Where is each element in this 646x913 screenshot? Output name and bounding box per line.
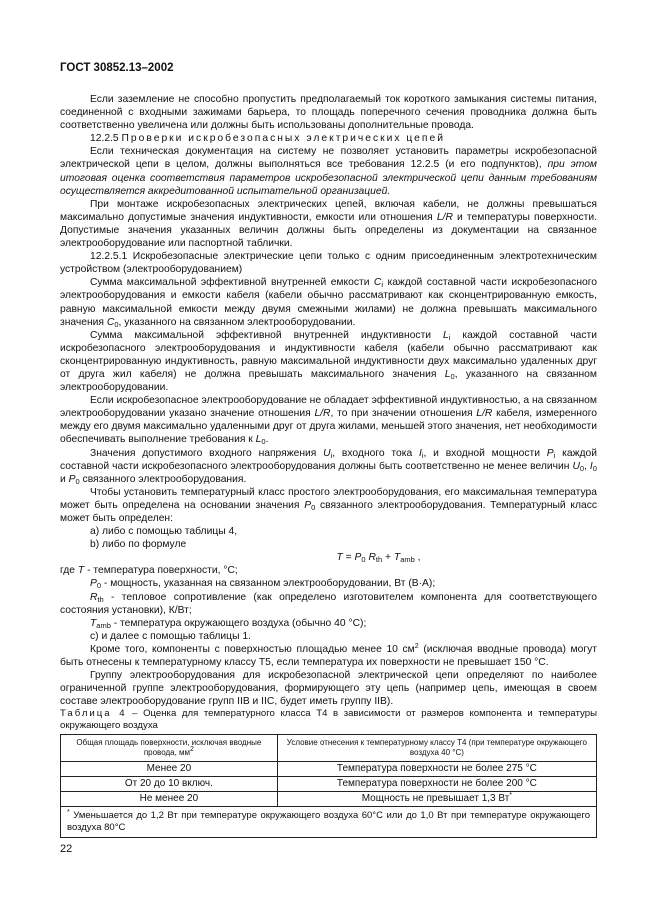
- text: Если техническая документация на систему не позволяет установить параметры искробезопасной электрической цепи в целом, должны выполняться все требования 12.2.5 (и его подпунктов),: [60, 146, 597, 171]
- section-title: Проверки искробезопасных электрических цепей: [121, 133, 445, 145]
- text: , и входной мощности: [423, 447, 540, 459]
- text: связанного электрооборудования. Температурный класс может быть определен:: [60, 499, 597, 524]
- superscript: 2: [190, 746, 194, 754]
- symbol: I: [589, 460, 593, 472]
- symbol: T: [90, 617, 97, 629]
- table-cell: Температура поверхности не более 275 °С: [277, 762, 596, 777]
- symbol: P: [68, 473, 76, 485]
- formula: $T = P_0$ $R_{th} + T_{amb}$ ,: [336, 552, 421, 565]
- text: каждой составной части искробезопасного электрооборудования и индуктивности кабеля (кабели обычно рассматривают как сконцентрированную индуктивность, равную максимальной индуктивности двух максимально удаленных друг от друга жил кабеля) не должна превышать максимального значения: [60, 329, 597, 380]
- symbol-sub: 0: [96, 581, 102, 591]
- text: Сумма максимальной эффективной внутренней емкости: [90, 277, 370, 289]
- symbol: P: [304, 499, 312, 511]
- caption-label: Таблица 4: [60, 708, 127, 720]
- table-4: [60, 734, 597, 838]
- table-header-area: [61, 735, 278, 762]
- table-row: [61, 792, 597, 807]
- text: , указанного на связанном электрооборудовании.: [118, 316, 356, 328]
- text: и температуры поверхности. Допустимые значения указанных величин должны быть определены из документации на связанное электрооборудование или паспортной таблички.: [60, 211, 597, 250]
- cell-text: Мощность не превышает 1,3 Вт: [361, 793, 510, 805]
- paragraph-installation: [60, 198, 597, 250]
- table-row: [61, 762, 597, 777]
- table-caption: [60, 708, 597, 732]
- symbol-sub: th: [97, 594, 104, 604]
- symbol-sub: 0: [261, 437, 266, 447]
- symbol-sub: i: [421, 450, 424, 460]
- paragraph-capacitance: [60, 276, 597, 328]
- text: Сумма максимальной эффективной внутренней индуктивности: [90, 329, 432, 341]
- symbol: R: [90, 591, 98, 603]
- text: , входного тока: [332, 447, 413, 459]
- definition-Tamb: [60, 617, 597, 630]
- text: - мощность, указанная на связанном электрооборудовании, Вт (В·А);: [103, 578, 436, 590]
- footnote-marker: *: [67, 809, 70, 817]
- text: связанного электрооборудования.: [82, 473, 247, 485]
- symbol: L/R: [436, 211, 453, 223]
- subsection-heading-12-2-5-1: 12.2.5.1 Искробезопасные электрические цепи только с одним присоединенным электротехническим устройством (электрооборудованием): [60, 251, 597, 276]
- text: , указанного на связанном электрооборудовании.: [60, 368, 597, 394]
- symbol-sub: 0: [579, 463, 585, 473]
- text: - тепловое сопротивление (как определено изготовителем компонента для соответствующего состояния установки), К/Вт;: [60, 591, 597, 616]
- paragraph-equipment-group: Группу электрооборудования для искробезопасной электрической цепи определяют по наиболее ограниченной группе электрооборудования, формирующего эту цепь (например цепь, имеющая в своем составе электрооборудование групп IIВ и IIС, будет иметь группу IIВ).: [60, 670, 597, 708]
- paragraph-inductance: [60, 329, 597, 394]
- text: Значения допустимого входного напряжения: [90, 447, 317, 459]
- text: (исключая вводные провода) могут быть отнесены к температурному классу Т5, если температура их поверхности не превышает 150 °С.: [60, 643, 597, 669]
- list-item-a: а) либо с помощью таблицы 4,: [90, 526, 238, 538]
- symbol: I: [418, 447, 422, 459]
- symbol-sub: i: [381, 280, 384, 290]
- symbol-sub: 0: [450, 371, 455, 381]
- symbol: L/R: [314, 408, 331, 420]
- table-footnote: [61, 807, 597, 838]
- text: Кроме того, компоненты с поверхностью площадью менее 10 см: [90, 643, 415, 655]
- symbol: U: [323, 447, 331, 459]
- section-number: 12.2.5: [90, 133, 119, 145]
- footnote-marker: *: [509, 792, 513, 800]
- table-footnote-row: [61, 807, 597, 838]
- footnote-text: Уменьшается до 1,2 Вт при температуре окружающего воздуха 60°С или до 1,0 Вт при температуре окружающего воздуха 80°С: [67, 810, 590, 834]
- paragraph-tech-doc: [60, 145, 597, 197]
- definition-Rth: [60, 591, 597, 617]
- symbol-sub: 0: [592, 463, 597, 473]
- table-row: [61, 777, 597, 792]
- text: - температура поверхности, °С;: [87, 565, 238, 577]
- symbol: U: [572, 460, 580, 472]
- superscript: 2: [414, 642, 419, 650]
- symbol: L: [255, 434, 262, 446]
- table-header-condition: Условие отнесения к температурному классу Т4 (при температуре окружающего воздуха 40 °С): [277, 735, 596, 762]
- table-header-row: [61, 735, 597, 762]
- text: кабеля, измеренного между его двумя максимально удаленными друг от друга жилами, меньшей этого значения, нет необходимости обеспечивать выполнение требования к: [60, 408, 597, 446]
- symbol-sub: amb: [96, 620, 111, 630]
- symbol-sub: 0: [114, 319, 119, 329]
- table-cell: Температура поверхности не более 200 °С: [277, 777, 596, 792]
- paragraph-lr-ratio: Если искробезопасное электрооборудование не обладает эффективной индуктивностью, а на связанном электрооборудовании указано значение отношения L/R, то при значении отношения L/R кабеля, измеренного между его двумя максимально удаленными друг от друга жилами, меньшей этого значения, нет необходимости обеспечивать выполнение требования к $L_0$.: [60, 395, 597, 447]
- text: - температура окружающего воздуха (обычно 40 °С);: [113, 617, 367, 629]
- symbol-sub: i: [553, 450, 556, 460]
- text-italic: при этом итоговая оценка соответствия параметров искробезопасной электрической цепи данным требованиям осуществляется аккредитованной испытательной организацией.: [60, 159, 597, 197]
- document-header: ГОСТ 30852.13–2002: [60, 62, 174, 74]
- text: , то при значении отношения: [330, 408, 473, 420]
- text: каждой составной части искробезопасного электрооборудования должны быть соответственно не менее величин: [60, 447, 597, 472]
- paragraph-temperature-class: [60, 486, 597, 525]
- text: Чтобы установить температурный класс простого электрооборудования, его максимальная температура может быть определена на основании значения: [60, 486, 597, 511]
- table-cell: [277, 792, 596, 807]
- paragraph-input-values: Значения допустимого входного напряжения $U_i$, входного тока $I_i$, и входной мощности $P_i$ каждой составной части искробезопасного электрооборудования должны быть соответственно не менее величин $U_0$, $I_0$ и $P_0$ связанного электрооборудования.: [60, 447, 597, 486]
- symbol-sub: i: [330, 450, 333, 460]
- list-item-b: b) либо по формуле: [90, 539, 187, 551]
- definition-T: [60, 564, 597, 577]
- definition-P0: [60, 577, 597, 590]
- list-item-c: с) и далее с помощью таблицы 1.: [90, 630, 251, 642]
- symbol: L: [444, 368, 451, 380]
- symbol-sub: i: [448, 332, 451, 342]
- symbol: L: [443, 329, 449, 341]
- text: где: [60, 565, 76, 577]
- table-cell: Менее 20: [61, 762, 278, 777]
- symbol: P: [546, 447, 554, 459]
- page-number: 22: [60, 843, 73, 855]
- text: При монтаже искробезопасных электрических цепей, включая кабели, не должны превышаться максимально допустимые значения индуктивности, емкости или отношения: [60, 198, 597, 223]
- symbol-sub: 0: [75, 476, 80, 486]
- symbol-sub: 0: [311, 502, 316, 512]
- paragraph-small-components: [60, 643, 597, 669]
- text: каждой составной части искробезопасного электрооборудования и емкости кабеля (кабели обычно рассматривают как сконцентрированную емкость, равную максимальной емкости между двумя смежными жилами) не должна превышать максимального значения: [60, 277, 597, 328]
- symbol: C: [106, 316, 115, 328]
- section-heading-12-2-5: [60, 132, 597, 145]
- table-cell: Не менее 20: [61, 792, 278, 807]
- header-text: Общая площадь поверхности, исключая вводные провода, мм: [76, 738, 262, 758]
- table-cell: От 20 до 10 включ.: [61, 777, 278, 792]
- paragraph-grounding: Если заземление не способно пропустить предполагаемый ток короткого замыкания системы питания, соединенной с входными зажимами барьера, то площадь поперечного сечения проводника должна быть соответственно увеличена или должны быть использованы дополнительные провода.: [60, 94, 597, 132]
- symbol: P: [90, 578, 97, 590]
- text: Если искробезопасное электрооборудование не обладает эффективной индуктивностью, а на связанном электрооборудовании указано значение отношения: [60, 395, 597, 420]
- symbol: L/R: [476, 408, 493, 420]
- symbol: C: [373, 277, 382, 289]
- symbol: T: [77, 565, 85, 577]
- caption-text: – Оценка для температурного класса Т4 в зависимости от размеров компонента и температуры окружающего воздуха: [60, 708, 597, 732]
- document-body: [60, 93, 597, 838]
